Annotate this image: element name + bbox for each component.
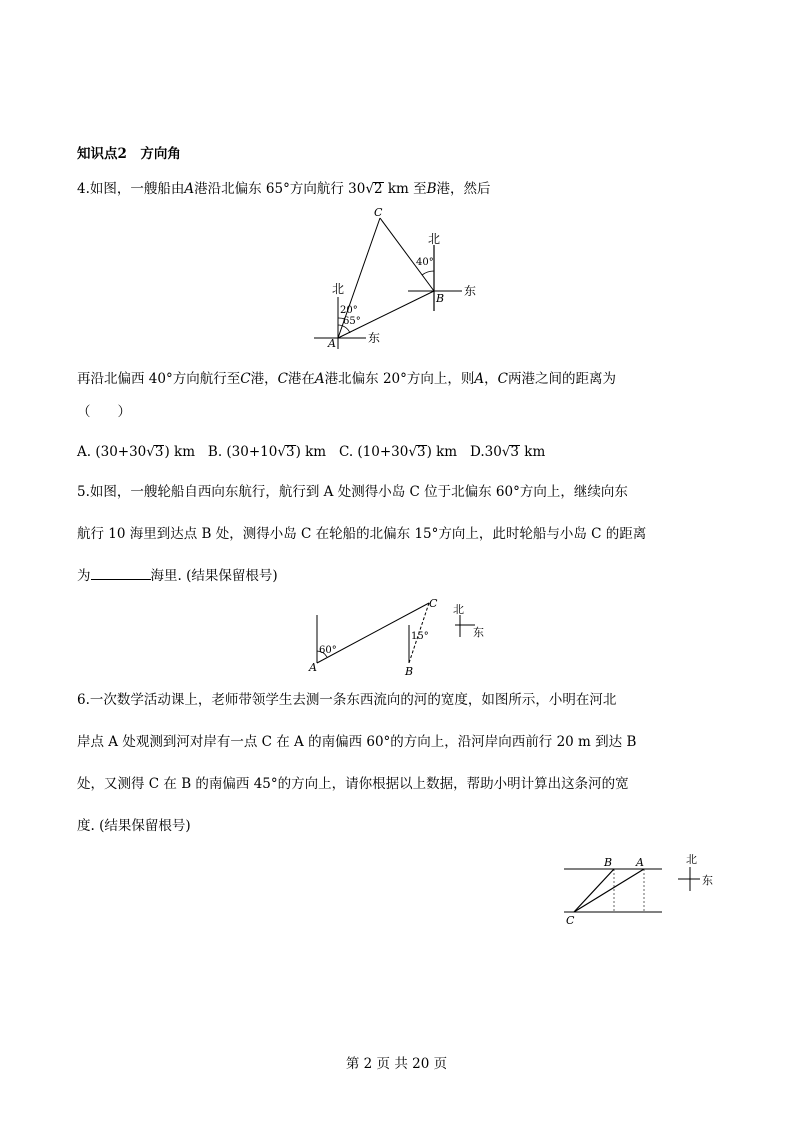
q4-text: 两港之间的距离为 <box>508 371 616 387</box>
q6-line2: 岸点 A 处观测到河对岸有一点 C 在 A 的南偏西 60°的方向上，沿河岸向西前行 20 m 到达 B <box>77 734 637 750</box>
q4-text: 港北偏东 20°方向上，则 <box>324 371 475 387</box>
q5-fig-label-c: C <box>429 597 438 610</box>
q5-fig-north: 北 <box>453 603 464 616</box>
q5-line1: 5.如图，一艘轮船自西向东航行，航行到 A 处测得小岛 C 位于北偏东 60°方向上，继续向东 <box>77 484 628 500</box>
q4-fig-east-a: 东 <box>368 331 381 345</box>
q4-text: 再沿北偏西 40°方向航行至 <box>77 371 241 387</box>
q4-fig-north-b: 北 <box>428 232 441 246</box>
q4-sqrt: 2 <box>373 181 383 197</box>
q4-figure <box>310 205 490 350</box>
q4-fig-label-a: A <box>328 337 336 350</box>
q6-fig-east: 东 <box>702 874 713 887</box>
q4-fig-north-a: 北 <box>332 282 345 296</box>
q4-option-d: D.30√3 km <box>469 444 546 460</box>
q5-fig-east: 东 <box>473 626 484 639</box>
q4-text: 港在 <box>287 371 315 387</box>
q6-line1: 6.一次数学活动课上，老师带领学生去测一条东西流向的河的宽度，如图所示，小明在河北 <box>77 692 617 708</box>
q5-answer-blank[interactable] <box>91 567 151 580</box>
q4-point-b: B <box>426 181 437 197</box>
q4-option-root: 3 <box>154 444 164 460</box>
q4-text: 港， <box>250 371 278 387</box>
q4-text: 如图，一艘船由 <box>89 181 185 197</box>
q6-fig-label-c: C <box>566 914 575 927</box>
q6-fig-north: 北 <box>686 853 697 866</box>
q4-point-c: C <box>277 371 288 387</box>
q4-text: 港，然后 <box>436 181 491 197</box>
q4-fig-angle-40: 40° <box>416 257 434 268</box>
q5-line2: 航行 10 海里到达点 B 处，测得小岛 C 在轮船的北偏东 15°方向上，此时轮船与小岛 C 的距离 <box>77 526 647 542</box>
q4-option-root: 3 <box>416 444 426 460</box>
q4-text: km 至 <box>383 181 427 197</box>
q4-option-a: A. (30+30√3) km <box>77 444 196 460</box>
q5-fig-angle-60: 60° <box>319 645 337 656</box>
q4-point-a: A <box>314 371 325 387</box>
q4-option-root: 3 <box>510 444 519 460</box>
q4-option-unit: ) km <box>164 444 196 460</box>
q4-point-c: C <box>497 371 508 387</box>
q4-line2 <box>77 370 616 388</box>
q5-text: 海里. (结果保留根号) <box>150 568 278 584</box>
q6-line3: 处，又测得 C 在 B 的南偏西 45°的方向上，请你根据以上数据，帮助小明计算出这条河的宽 <box>77 776 629 792</box>
q4-number: 4. <box>77 181 90 197</box>
q4-text: 港沿北偏东 65°方向航行 30 <box>194 181 366 197</box>
section-title: 知识点2 方向角 <box>77 146 181 162</box>
q5-fig-label-a: A <box>309 661 317 674</box>
q4-option-root: 3 <box>285 444 295 460</box>
q5-figure <box>305 595 495 680</box>
q6-figure <box>560 845 725 930</box>
q4-answer-paren: （ ） <box>77 404 131 420</box>
q5-line3 <box>77 567 278 585</box>
q4-options <box>77 443 545 461</box>
q4-point-a: A <box>474 371 485 387</box>
q4-line1: 4.如图，一艘船由A港沿北偏东 65°方向航行 30√2 km 至B港，然后 <box>77 181 491 197</box>
q4-option-c: C. (10+30√3) km <box>338 444 458 460</box>
q5-text: 为 <box>77 568 91 584</box>
q4-fig-angle-20: 20° <box>340 305 358 316</box>
q4-option-label: A. (30+30 <box>77 444 147 460</box>
page-footer: 第 2 页 共 20 页 <box>345 1056 448 1072</box>
q6-fig-label-a: A <box>636 856 644 869</box>
q6-fig-label-b: B <box>604 856 613 869</box>
q4-fig-label-c: C <box>374 206 383 219</box>
q4-fig-label-b: B <box>436 292 445 305</box>
q4-option-label: C. (10+30 <box>338 444 409 460</box>
q4-point-a: A <box>184 181 195 197</box>
q4-fig-east-b: 东 <box>464 284 477 298</box>
q4-option-unit: ) km <box>426 444 458 460</box>
q5-fig-label-b: B <box>405 665 414 678</box>
q4-option-unit: km <box>520 444 546 460</box>
q4-option-label: D.30 <box>469 444 502 460</box>
q4-fig-angle-65: 65° <box>343 316 361 327</box>
q4-option-label: B. (30+10 <box>207 444 278 460</box>
q4-option-b: B. (30+10√3) km <box>207 444 327 460</box>
q4-option-unit: ) km <box>295 444 327 460</box>
q4-point-c: C <box>240 371 251 387</box>
q5-fig-angle-15: 15° <box>411 631 429 642</box>
q6-line4: 度. (结果保留根号) <box>77 818 191 834</box>
q4-text: ， <box>484 371 498 387</box>
